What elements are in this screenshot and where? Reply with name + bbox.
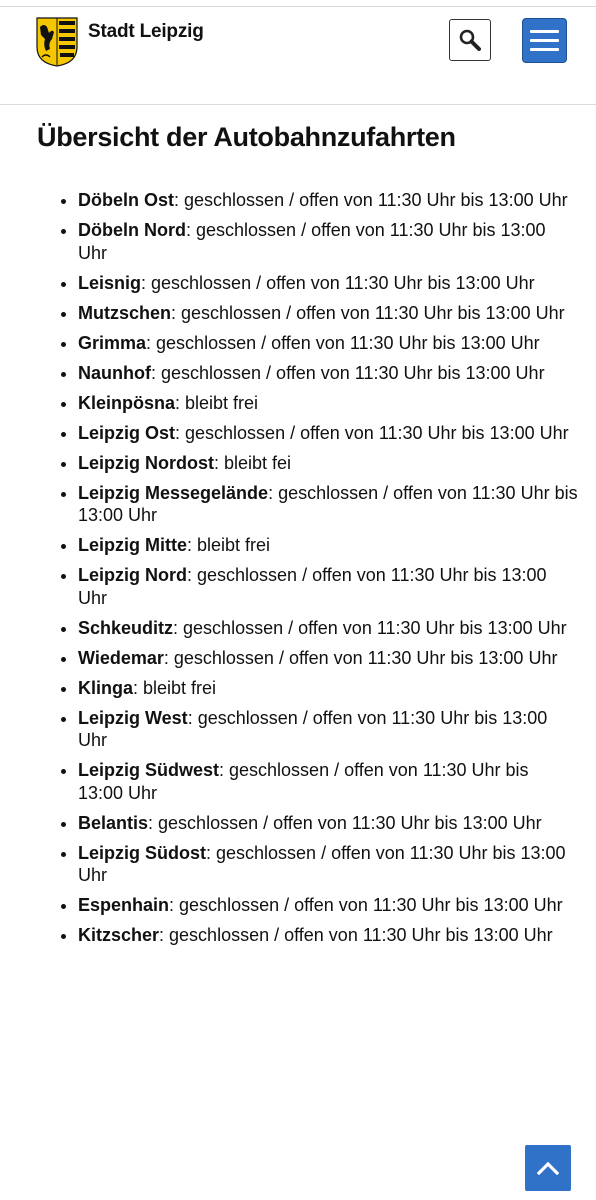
ramp-name: Belantis [78,812,149,833]
ramp-status: : geschlossen / offen von 11:30 Uhr bis 13:00 Uhr [78,220,546,263]
ramp-name: Leipzig Mitte [78,535,187,555]
ramp-status: : geschlossen / offen von 11:30 Uhr bis 13:00 Uhr [173,617,567,638]
search-icon [458,28,482,52]
search-button[interactable] [449,19,491,61]
menu-button[interactable] [522,18,567,63]
back-to-top-button[interactable] [525,1145,571,1191]
ramp-status: : bleibt frei [187,535,271,555]
ramp-name: Grimma [78,332,147,353]
ramp-name: Mutzschen [78,302,172,323]
list-item [78,924,578,947]
ramp-status: : geschlossen / offen von 11:30 Uhr bis 13:00 Uhr [148,812,542,833]
list-item [78,272,578,295]
list-item [78,534,578,557]
ramp-name: Leipzig Nord [78,565,187,585]
list-item [78,707,578,752]
ramp-status: : geschlossen / offen von 11:30 Uhr bis 13:00 Uhr [175,422,569,443]
list-item [78,617,578,640]
ramp-name: Wiedemar [78,647,164,668]
ramp-status: : geschlossen / offen von 11:30 Uhr bis 13:00 Uhr [78,842,566,885]
header-divider [0,6,596,7]
list-item [78,812,578,835]
ramp-name: Kleinpösna [78,392,176,413]
ramp-status: : geschlossen / offen von 11:30 Uhr bis 13:00 Uhr [174,190,568,210]
ramp-name: Leisnig [78,272,142,293]
ramp-name: Leipzig Nordost [78,452,214,473]
ramp-status: : bleibt fei [214,452,292,473]
hamburger-menu-icon-bar [530,30,559,33]
list-item [78,362,578,385]
ramp-name: Schkeuditz [78,617,174,638]
ramp-status: : geschlossen / offen von 11:30 Uhr bis 13:00 Uhr [159,925,553,945]
list-item [78,452,578,475]
list-item [78,189,578,212]
list-item [78,564,578,609]
list-item [78,302,578,325]
ramp-status: : geschlossen / offen von 11:30 Uhr bis 13:00 Uhr [146,332,540,353]
site-header [0,0,596,105]
ramp-status: : geschlossen / offen von 11:30 Uhr bis 13:00 Uhr [78,707,548,750]
list-item [78,842,578,887]
list-item [78,219,578,264]
list-item [78,647,578,670]
ramp-status: : bleibt frei [133,677,217,698]
list-item [78,482,578,527]
ramp-name: Espenhain [78,895,170,915]
ramp-status: : geschlossen / offen von 11:30 Uhr bis 13:00 Uhr [78,760,529,803]
list-item [78,759,578,804]
leipzig-coat-of-arms-icon[interactable] [36,17,78,67]
ramp-name: Leipzig Südost [78,842,206,863]
ramp-status: : geschlossen / offen von 11:30 Uhr bis 13:00 Uhr [171,302,565,323]
chevron-up-icon [537,1161,559,1175]
list-item [78,332,578,355]
site-name[interactable]: Stadt Leipzig [88,21,204,42]
ramp-name: Kitzscher [78,925,160,945]
ramp-name: Döbeln Ost [78,190,175,210]
page-title: Übersicht der Autobahnzufahrten [37,122,456,152]
ramp-status: : geschlossen / offen von 11:30 Uhr bis 13:00 Uhr [78,565,547,608]
list-item [78,422,578,445]
ramp-name: Leipzig Ost [78,422,176,443]
ramp-status: : geschlossen / offen von 11:30 Uhr bis 13:00 Uhr [150,362,545,383]
ramp-name: Klinga [78,677,134,698]
ramp-status: : bleibt frei [175,392,259,413]
ramp-name: Naunhof [78,362,151,383]
hamburger-menu-icon-bar [530,39,559,42]
list-item [78,677,578,700]
list-item [78,894,578,917]
ramp-status: : geschlossen / offen von 11:30 Uhr bis 13:00 Uhr [78,482,578,525]
hamburger-menu-icon-bar [530,48,559,51]
ramp-name: Döbeln Nord [78,220,186,240]
ramp-status: : geschlossen / offen von 11:30 Uhr bis 13:00 Uhr [141,272,535,293]
ramp-name: Leipzig Südwest [78,760,220,780]
ramp-list [60,189,578,954]
ramp-status: : geschlossen / offen von 11:30 Uhr bis 13:00 Uhr [169,895,563,915]
ramp-name: Leipzig Messegelände [78,482,269,503]
ramp-status: : geschlossen / offen von 11:30 Uhr bis 13:00 Uhr [163,647,558,668]
list-item [78,392,578,415]
ramp-name: Leipzig West [78,707,188,728]
